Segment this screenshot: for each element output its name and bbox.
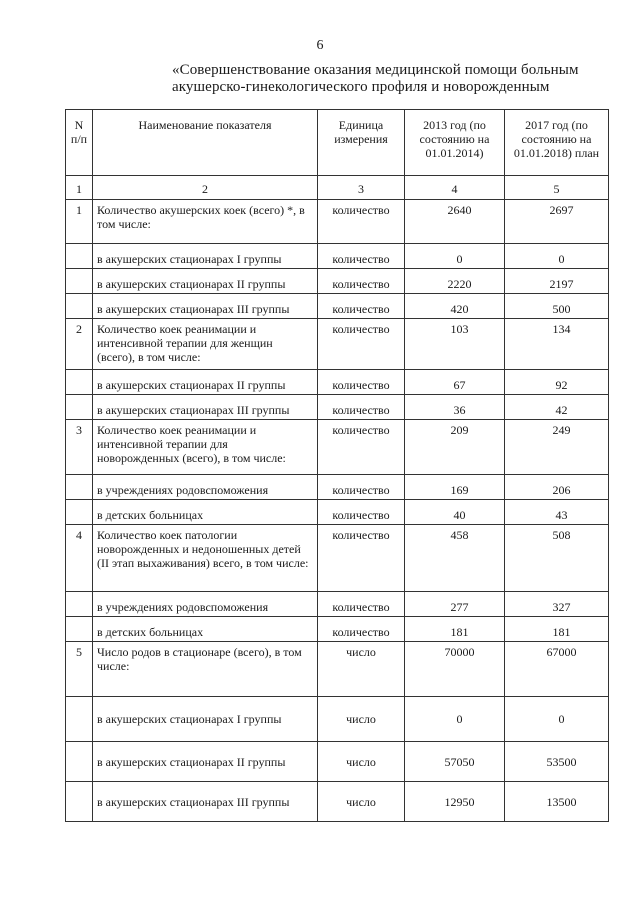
row-indicator-name: в учреждениях родовспоможения xyxy=(93,592,318,617)
row-value-2017: 53500 xyxy=(505,742,609,782)
row-value-2013: 420 xyxy=(405,294,505,319)
table-row xyxy=(66,294,609,319)
table-row xyxy=(66,269,609,294)
row-value-2013: 0 xyxy=(405,697,505,742)
table-row xyxy=(66,475,609,500)
row-value-2017: 2697 xyxy=(505,200,609,244)
header-unit: Единица измерения xyxy=(318,110,405,176)
row-indicator-name: в детских больницах xyxy=(93,617,318,642)
table-row xyxy=(66,617,609,642)
row-indicator-name: в детских больницах xyxy=(93,500,318,525)
table-row xyxy=(66,500,609,525)
row-value-2013: 169 xyxy=(405,475,505,500)
table-row xyxy=(66,244,609,269)
row-indicator-name: в акушерских стационарах II группы xyxy=(93,269,318,294)
row-value-2013: 2640 xyxy=(405,200,505,244)
row-value-2017: 500 xyxy=(505,294,609,319)
row-unit: число xyxy=(318,697,405,742)
row-indicator-name: в акушерских стационарах II группы xyxy=(93,370,318,395)
row-unit: количество xyxy=(318,319,405,370)
row-value-2013: 458 xyxy=(405,525,505,592)
table-row xyxy=(66,200,609,244)
row-unit: количество xyxy=(318,294,405,319)
row-indicator-name: в акушерских стационарах III группы xyxy=(93,782,318,822)
table-body xyxy=(66,200,609,822)
row-number: 5 xyxy=(66,642,93,697)
page-number: 6 xyxy=(316,38,324,53)
row-value-2013: 40 xyxy=(405,500,505,525)
table-row xyxy=(66,395,609,420)
row-number xyxy=(66,244,93,269)
row-unit: количество xyxy=(318,617,405,642)
column-index: 3 xyxy=(318,176,405,200)
row-unit: число xyxy=(318,642,405,697)
table-row xyxy=(66,592,609,617)
row-number xyxy=(66,697,93,742)
row-value-2017: 13500 xyxy=(505,782,609,822)
row-indicator-name: Число родов в стационаре (всего), в том числе: xyxy=(93,642,318,697)
column-index: 4 xyxy=(405,176,505,200)
row-value-2017: 134 xyxy=(505,319,609,370)
row-indicator-name: в акушерских стационарах III группы xyxy=(93,294,318,319)
row-indicator-name: в акушерских стационарах I группы xyxy=(93,697,318,742)
row-unit: количество xyxy=(318,475,405,500)
row-value-2013: 67 xyxy=(405,370,505,395)
row-value-2017: 0 xyxy=(505,697,609,742)
column-index-row xyxy=(66,176,609,200)
column-index: 2 xyxy=(93,176,318,200)
row-value-2013: 70000 xyxy=(405,642,505,697)
row-value-2017: 206 xyxy=(505,475,609,500)
header-indicator: Наименование показателя xyxy=(93,110,318,176)
row-unit: количество xyxy=(318,420,405,475)
row-indicator-name: в учреждениях родовспоможения xyxy=(93,475,318,500)
row-number xyxy=(66,475,93,500)
row-number xyxy=(66,617,93,642)
title-line-1: «Совершенствование оказания медицинской помощи больным xyxy=(172,62,579,78)
row-value-2017: 2197 xyxy=(505,269,609,294)
row-number xyxy=(66,395,93,420)
row-value-2017: 0 xyxy=(505,244,609,269)
column-index: 5 xyxy=(505,176,609,200)
table-row xyxy=(66,782,609,822)
row-value-2017: 327 xyxy=(505,592,609,617)
row-number xyxy=(66,742,93,782)
row-value-2013: 181 xyxy=(405,617,505,642)
row-unit: количество xyxy=(318,370,405,395)
table-row xyxy=(66,370,609,395)
row-value-2017: 181 xyxy=(505,617,609,642)
row-value-2013: 0 xyxy=(405,244,505,269)
table-header-row xyxy=(66,110,609,176)
table-row xyxy=(66,742,609,782)
row-number: 4 xyxy=(66,525,93,592)
row-indicator-name: Количество акушерских коек (всего) *, в том числе: xyxy=(93,200,318,244)
row-value-2013: 12950 xyxy=(405,782,505,822)
row-indicator-name: в акушерских стационарах III группы xyxy=(93,395,318,420)
row-value-2013: 57050 xyxy=(405,742,505,782)
title-line-2: акушерско-гинекологического профиля и новорожденным xyxy=(172,79,550,95)
row-value-2017: 508 xyxy=(505,525,609,592)
header-2013: 2013 год (по состоянию на 01.01.2014) xyxy=(405,110,505,176)
row-indicator-name: Количество коек реанимации и интенсивной терапии для женщин (всего), в том числе: xyxy=(93,319,318,370)
row-unit: количество xyxy=(318,500,405,525)
row-number xyxy=(66,370,93,395)
row-indicator-name: в акушерских стационарах I группы xyxy=(93,244,318,269)
row-value-2013: 103 xyxy=(405,319,505,370)
row-unit: количество xyxy=(318,592,405,617)
row-unit: количество xyxy=(318,525,405,592)
column-index: 1 xyxy=(66,176,93,200)
row-value-2017: 249 xyxy=(505,420,609,475)
header-2017: 2017 год (по состоянию на 01.01.2018) план xyxy=(505,110,609,176)
header-number: N п/п xyxy=(66,110,93,176)
row-unit: количество xyxy=(318,269,405,294)
row-value-2013: 209 xyxy=(405,420,505,475)
row-number xyxy=(66,592,93,617)
row-number xyxy=(66,294,93,319)
row-unit: число xyxy=(318,742,405,782)
row-indicator-name: Количество коек патологии новорожденных и недоношенных детей (II этап выхаживания) всего, в том числе: xyxy=(93,525,318,592)
row-value-2013: 36 xyxy=(405,395,505,420)
document-title xyxy=(172,62,622,96)
row-indicator-name: в акушерских стационарах II группы xyxy=(93,742,318,782)
row-unit: число xyxy=(318,782,405,822)
row-value-2017: 43 xyxy=(505,500,609,525)
row-number xyxy=(66,500,93,525)
row-value-2013: 277 xyxy=(405,592,505,617)
row-value-2017: 67000 xyxy=(505,642,609,697)
table-row xyxy=(66,420,609,475)
table-row xyxy=(66,319,609,370)
row-value-2017: 92 xyxy=(505,370,609,395)
row-number: 2 xyxy=(66,319,93,370)
row-number: 1 xyxy=(66,200,93,244)
table-row xyxy=(66,642,609,697)
row-value-2017: 42 xyxy=(505,395,609,420)
row-number: 3 xyxy=(66,420,93,475)
row-value-2013: 2220 xyxy=(405,269,505,294)
row-indicator-name: Количество коек реанимации и интенсивной терапии для новорожденных (всего), в том числе: xyxy=(93,420,318,475)
row-unit: количество xyxy=(318,200,405,244)
row-number xyxy=(66,782,93,822)
row-unit: количество xyxy=(318,395,405,420)
row-unit: количество xyxy=(318,244,405,269)
indicators-table xyxy=(65,109,609,822)
row-number xyxy=(66,269,93,294)
table-row xyxy=(66,525,609,592)
table-row xyxy=(66,697,609,742)
